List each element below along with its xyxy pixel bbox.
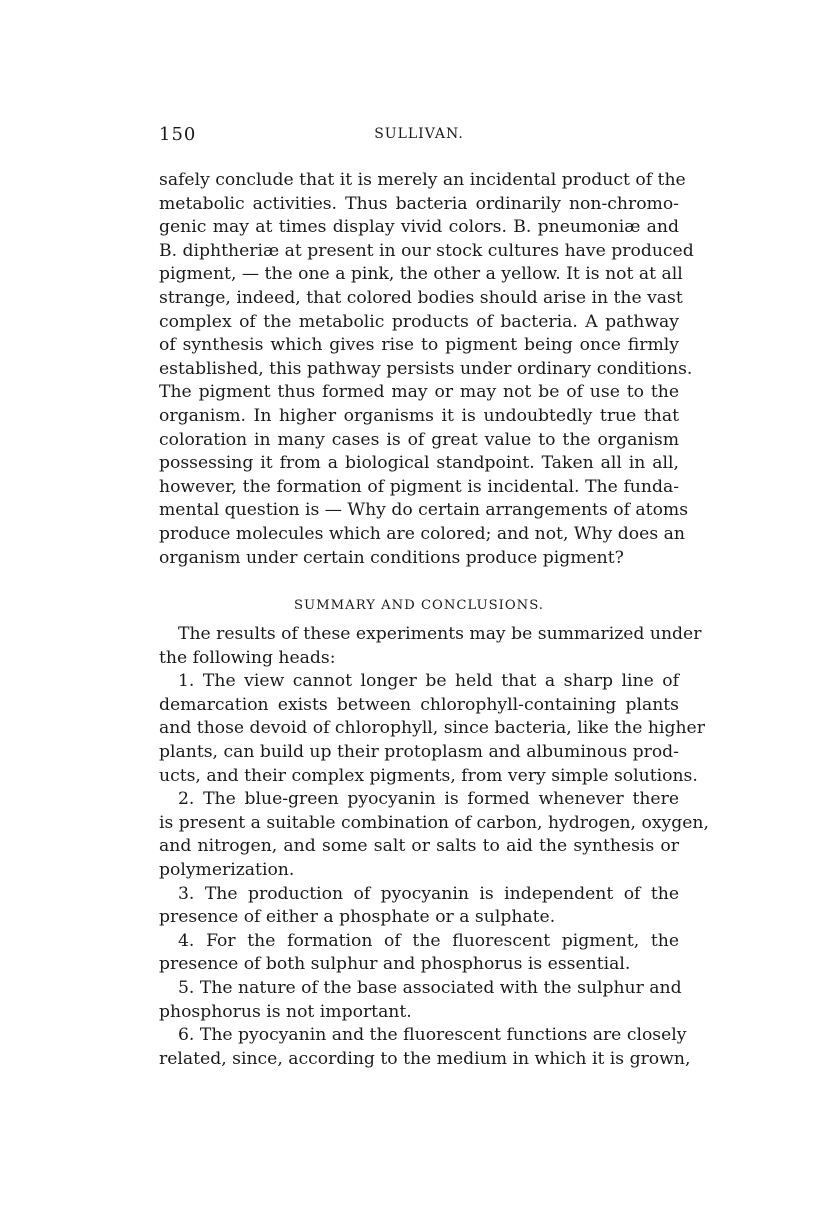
running-head: SULLIVAN. xyxy=(374,126,464,142)
section-heading-summary: SUMMARY AND CONCLUSIONS. xyxy=(294,598,544,613)
text-line: metabolic activities. Thus bacteria ordinarily non-chromo- xyxy=(159,193,679,214)
text-line: complex of the metabolic products of bacteria. A pathway xyxy=(159,311,679,332)
text-line: strange, indeed, that colored bodies should arise in the vast xyxy=(159,287,683,308)
summary-list xyxy=(159,623,709,1071)
conclusion-item-1: 1. The view cannot longer be held that a sharp line of xyxy=(178,671,679,692)
text-line: coloration in many cases is of great value to the organism xyxy=(159,429,679,450)
text-line: of synthesis which gives rise to pigment being once firmly xyxy=(159,335,679,356)
text-line: produce molecules which are colored; and not, Why does an xyxy=(159,523,685,544)
text-line: mental question is — Why do certain arrangements of atoms xyxy=(159,500,689,521)
conclusion-item-3: 3. The production of pyocyanin is independent of the xyxy=(178,883,679,904)
page-header xyxy=(159,124,679,146)
text-line: organism under certain conditions produce pigment? xyxy=(159,547,624,568)
text-line: The pigment thus formed may or may not be of use to the xyxy=(159,382,679,403)
text-line: related, since, according to the medium in which it is grown, xyxy=(159,1048,691,1069)
text-line: possessing it from a biological standpoint. Taken all in all, xyxy=(159,453,679,474)
text-line: B. diphtheriæ at present in our stock cultures have produced xyxy=(159,240,694,261)
text-line: phosphorus is not important. xyxy=(159,1001,412,1022)
text-line: polymerization. xyxy=(159,859,295,880)
text-line: and nitrogen, and some salt or salts to aid the synthesis or xyxy=(159,836,679,857)
page-number: 150 xyxy=(159,124,197,145)
text-line: genic may at times display vivid colors. B. pneumoniæ and xyxy=(159,217,679,238)
conclusion-item-2: 2. The blue-green pyocyanin is formed whenever there xyxy=(178,789,679,810)
text-line: the following heads: xyxy=(159,647,336,668)
text-line: The results of these experiments may be summarized under xyxy=(178,624,702,644)
text-line: established, this pathway persists under ordinary conditions. xyxy=(159,358,693,379)
text-line: safely conclude that it is merely an incidental product of the xyxy=(159,170,686,190)
conclusion-item-5: 5. The nature of the base associated with the sulphur and xyxy=(178,977,682,998)
text-line: pigment, — the one a pink, the other a yellow. It is not at all xyxy=(159,264,683,285)
conclusion-item-6: 6. The pyocyanin and the fluorescent functions are closely xyxy=(178,1025,687,1046)
text-line: presence of both sulphur and phosphorus is essential. xyxy=(159,954,631,975)
text-line: presence of either a phosphate or a sulphate. xyxy=(159,907,556,928)
text-line: plants, can build up their protoplasm and albuminous prod- xyxy=(159,741,679,762)
text-line: organism. In higher organisms it is undoubtedly true that xyxy=(159,405,679,426)
text-line: is present a suitable combination of carbon, hydrogen, oxygen, xyxy=(159,812,709,833)
paragraph-pigment-discussion xyxy=(159,169,694,570)
text-line: demarcation exists between chlorophyll-containing plants xyxy=(159,694,679,715)
text-line: ucts, and their complex pigments, from very simple solutions. xyxy=(159,765,698,786)
conclusion-item-4: 4. For the formation of the fluorescent pigment, the xyxy=(178,930,679,951)
text-line: however, the formation of pigment is incidental. The funda- xyxy=(159,476,679,497)
text-line: and those devoid of chlorophyll, since bacteria, like the higher xyxy=(159,718,705,739)
